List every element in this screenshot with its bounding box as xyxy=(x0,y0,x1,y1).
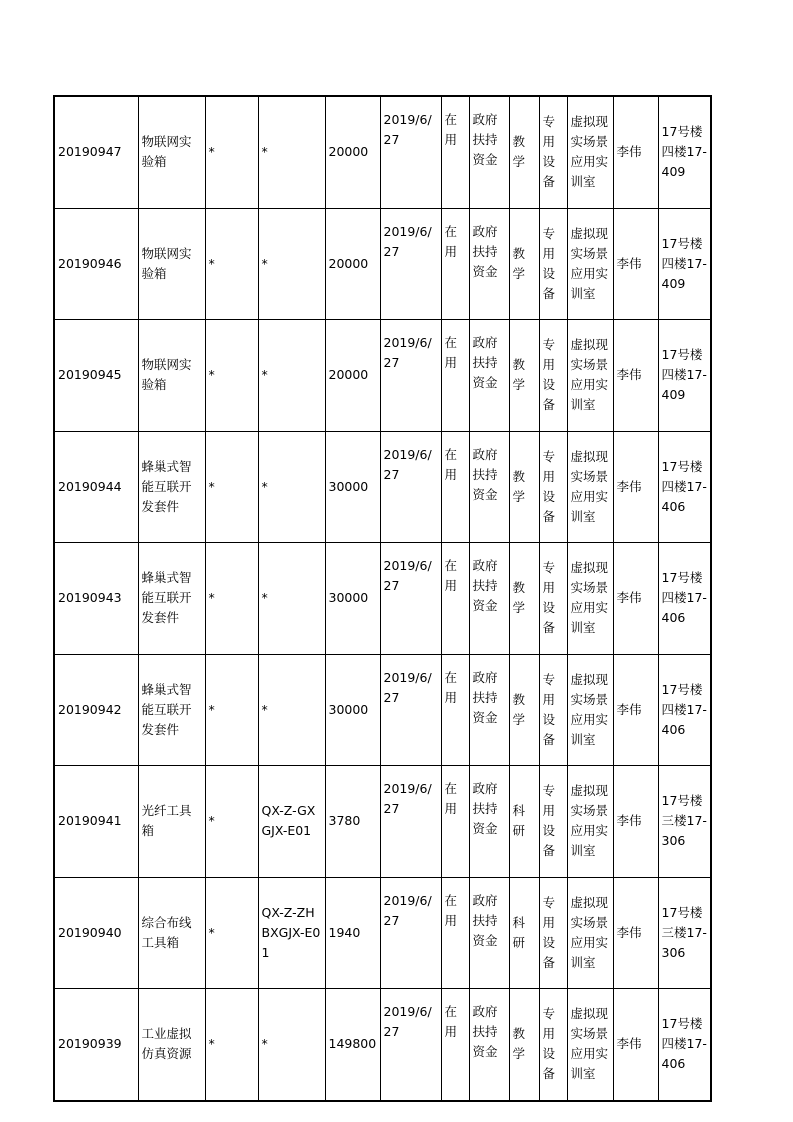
price-cell: 30000 xyxy=(325,431,380,543)
asset-id-cell: 20190941 xyxy=(54,766,138,878)
spec-cell: * xyxy=(205,96,258,208)
table-row xyxy=(54,96,711,208)
asset-name-cell: 工业虚拟仿真资源 xyxy=(138,989,205,1101)
spec-cell: * xyxy=(205,543,258,655)
asset-id-cell: 20190943 xyxy=(54,543,138,655)
asset-id-cell: 20190945 xyxy=(54,320,138,432)
spec-cell: * xyxy=(205,654,258,766)
price-cell: 3780 xyxy=(325,766,380,878)
keeper-cell: 李伟 xyxy=(613,320,658,432)
room-cell: 17号楼四楼17-409 xyxy=(658,96,711,208)
model-cell: QX-Z-ZHBXGJX-E01 xyxy=(258,877,325,989)
room-cell: 17号楼四楼17-406 xyxy=(658,654,711,766)
keeper-cell: 李伟 xyxy=(613,989,658,1101)
lab-location-cell: 虚拟现实场景应用实训室 xyxy=(567,431,613,543)
purchase-date-cell: 2019/6/27 xyxy=(380,654,441,766)
category-cell: 专用设备 xyxy=(539,766,567,878)
lab-location-cell: 虚拟现实场景应用实训室 xyxy=(567,989,613,1101)
category-cell: 专用设备 xyxy=(539,543,567,655)
usage-cell: 教学 xyxy=(509,654,539,766)
model-cell: * xyxy=(258,431,325,543)
table-row xyxy=(54,208,711,320)
status-cell: 在用 xyxy=(441,766,469,878)
table-row xyxy=(54,877,711,989)
lab-location-cell: 虚拟现实场景应用实训室 xyxy=(567,96,613,208)
usage-cell: 教学 xyxy=(509,989,539,1101)
asset-name-cell: 蜂巢式智能互联开发套件 xyxy=(138,654,205,766)
room-cell: 17号楼四楼17-406 xyxy=(658,543,711,655)
usage-cell: 科研 xyxy=(509,877,539,989)
spec-cell: * xyxy=(205,766,258,878)
spec-cell: * xyxy=(205,320,258,432)
keeper-cell: 李伟 xyxy=(613,543,658,655)
spec-cell: * xyxy=(205,431,258,543)
purchase-date-cell: 2019/6/27 xyxy=(380,96,441,208)
status-cell: 在用 xyxy=(441,96,469,208)
keeper-cell: 李伟 xyxy=(613,766,658,878)
table-row xyxy=(54,766,711,878)
table-row xyxy=(54,320,711,432)
asset-id-cell: 20190946 xyxy=(54,208,138,320)
keeper-cell: 李伟 xyxy=(613,877,658,989)
model-cell: * xyxy=(258,96,325,208)
model-cell: * xyxy=(258,654,325,766)
price-cell: 20000 xyxy=(325,96,380,208)
lab-location-cell: 虚拟现实场景应用实训室 xyxy=(567,654,613,766)
model-cell: * xyxy=(258,208,325,320)
status-cell: 在用 xyxy=(441,320,469,432)
asset-name-cell: 蜂巢式智能互联开发套件 xyxy=(138,431,205,543)
usage-cell: 教学 xyxy=(509,543,539,655)
usage-cell: 教学 xyxy=(509,96,539,208)
price-cell: 20000 xyxy=(325,320,380,432)
funding-source-cell: 政府扶持资金 xyxy=(469,543,509,655)
asset-name-cell: 物联网实验箱 xyxy=(138,320,205,432)
asset-name-cell: 综合布线工具箱 xyxy=(138,877,205,989)
keeper-cell: 李伟 xyxy=(613,96,658,208)
asset-id-cell: 20190942 xyxy=(54,654,138,766)
room-cell: 17号楼四楼17-406 xyxy=(658,989,711,1101)
category-cell: 专用设备 xyxy=(539,320,567,432)
asset-table xyxy=(53,95,712,1102)
usage-cell: 教学 xyxy=(509,208,539,320)
room-cell: 17号楼四楼17-406 xyxy=(658,431,711,543)
purchase-date-cell: 2019/6/27 xyxy=(380,989,441,1101)
category-cell: 专用设备 xyxy=(539,431,567,543)
price-cell: 20000 xyxy=(325,208,380,320)
spec-cell: * xyxy=(205,877,258,989)
category-cell: 专用设备 xyxy=(539,96,567,208)
lab-location-cell: 虚拟现实场景应用实训室 xyxy=(567,320,613,432)
lab-location-cell: 虚拟现实场景应用实训室 xyxy=(567,877,613,989)
asset-name-cell: 物联网实验箱 xyxy=(138,96,205,208)
asset-id-cell: 20190940 xyxy=(54,877,138,989)
funding-source-cell: 政府扶持资金 xyxy=(469,766,509,878)
purchase-date-cell: 2019/6/27 xyxy=(380,208,441,320)
lab-location-cell: 虚拟现实场景应用实训室 xyxy=(567,208,613,320)
keeper-cell: 李伟 xyxy=(613,431,658,543)
funding-source-cell: 政府扶持资金 xyxy=(469,208,509,320)
lab-location-cell: 虚拟现实场景应用实训室 xyxy=(567,543,613,655)
status-cell: 在用 xyxy=(441,208,469,320)
funding-source-cell: 政府扶持资金 xyxy=(469,877,509,989)
asset-name-cell: 物联网实验箱 xyxy=(138,208,205,320)
status-cell: 在用 xyxy=(441,989,469,1101)
funding-source-cell: 政府扶持资金 xyxy=(469,96,509,208)
status-cell: 在用 xyxy=(441,431,469,543)
funding-source-cell: 政府扶持资金 xyxy=(469,654,509,766)
price-cell: 149800 xyxy=(325,989,380,1101)
table-row xyxy=(54,989,711,1101)
keeper-cell: 李伟 xyxy=(613,208,658,320)
funding-source-cell: 政府扶持资金 xyxy=(469,320,509,432)
model-cell: * xyxy=(258,543,325,655)
category-cell: 专用设备 xyxy=(539,989,567,1101)
room-cell: 17号楼四楼17-409 xyxy=(658,208,711,320)
purchase-date-cell: 2019/6/27 xyxy=(380,320,441,432)
price-cell: 30000 xyxy=(325,654,380,766)
category-cell: 专用设备 xyxy=(539,654,567,766)
spec-cell: * xyxy=(205,208,258,320)
price-cell: 30000 xyxy=(325,543,380,655)
usage-cell: 教学 xyxy=(509,320,539,432)
status-cell: 在用 xyxy=(441,654,469,766)
funding-source-cell: 政府扶持资金 xyxy=(469,431,509,543)
spec-cell: * xyxy=(205,989,258,1101)
status-cell: 在用 xyxy=(441,877,469,989)
usage-cell: 科研 xyxy=(509,766,539,878)
lab-location-cell: 虚拟现实场景应用实训室 xyxy=(567,766,613,878)
category-cell: 专用设备 xyxy=(539,877,567,989)
table-row xyxy=(54,431,711,543)
model-cell: * xyxy=(258,989,325,1101)
keeper-cell: 李伟 xyxy=(613,654,658,766)
room-cell: 17号楼四楼17-409 xyxy=(658,320,711,432)
model-cell: * xyxy=(258,320,325,432)
asset-id-cell: 20190944 xyxy=(54,431,138,543)
asset-id-cell: 20190947 xyxy=(54,96,138,208)
asset-name-cell: 光纤工具箱 xyxy=(138,766,205,878)
room-cell: 17号楼三楼17-306 xyxy=(658,766,711,878)
asset-name-cell: 蜂巢式智能互联开发套件 xyxy=(138,543,205,655)
room-cell: 17号楼三楼17-306 xyxy=(658,877,711,989)
table-row xyxy=(54,654,711,766)
category-cell: 专用设备 xyxy=(539,208,567,320)
purchase-date-cell: 2019/6/27 xyxy=(380,766,441,878)
asset-id-cell: 20190939 xyxy=(54,989,138,1101)
status-cell: 在用 xyxy=(441,543,469,655)
purchase-date-cell: 2019/6/27 xyxy=(380,877,441,989)
purchase-date-cell: 2019/6/27 xyxy=(380,543,441,655)
model-cell: QX-Z-GXGJX-E01 xyxy=(258,766,325,878)
purchase-date-cell: 2019/6/27 xyxy=(380,431,441,543)
price-cell: 1940 xyxy=(325,877,380,989)
usage-cell: 教学 xyxy=(509,431,539,543)
table-row xyxy=(54,543,711,655)
funding-source-cell: 政府扶持资金 xyxy=(469,989,509,1101)
